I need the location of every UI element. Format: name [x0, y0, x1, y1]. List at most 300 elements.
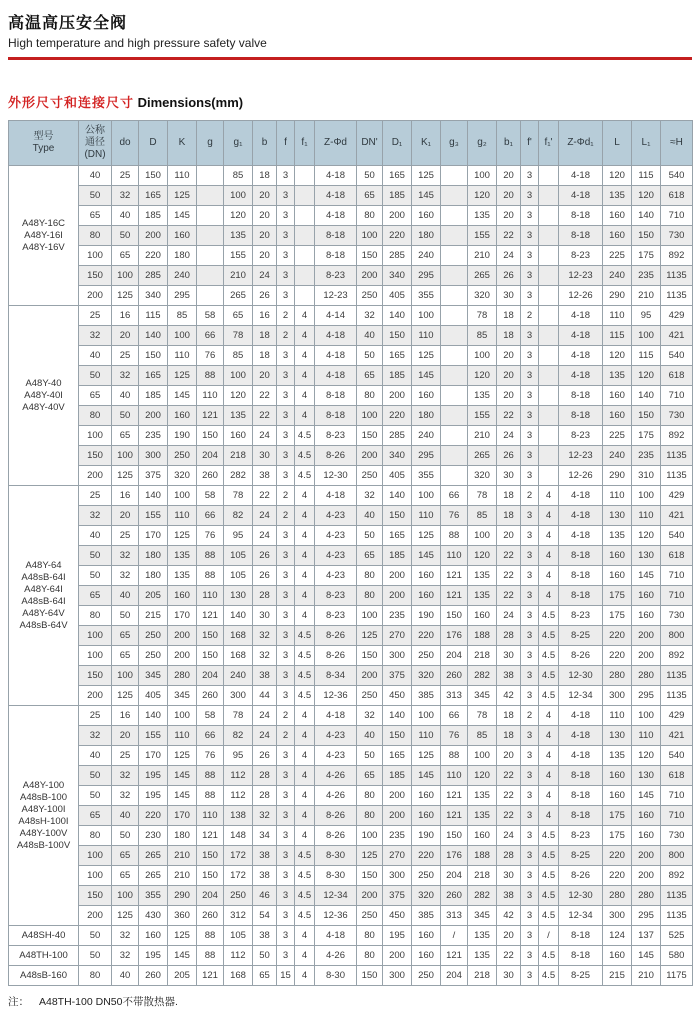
- dim-cell: 100: [79, 846, 112, 866]
- dim-cell: 145: [168, 766, 197, 786]
- dim-cell: [197, 206, 224, 226]
- dim-cell: 155: [468, 226, 497, 246]
- dim-cell: [441, 366, 468, 386]
- dim-cell: 22: [497, 226, 521, 246]
- dim-cell: 360: [168, 906, 197, 926]
- dim-cell: 313: [441, 686, 468, 706]
- dim-cell: 26: [497, 446, 521, 466]
- dim-cell: 3: [521, 806, 539, 826]
- dim-cell: 8-18: [559, 566, 603, 586]
- dim-cell: 4-18: [315, 486, 357, 506]
- dim-cell: 170: [168, 606, 197, 626]
- dim-cell: 3: [277, 946, 295, 966]
- dim-cell: 145: [632, 566, 661, 586]
- dim-cell: 4: [295, 926, 315, 946]
- dim-cell: 65: [357, 366, 383, 386]
- dim-cell: 65: [112, 246, 139, 266]
- dim-cell: 160: [412, 786, 441, 806]
- col-header: f: [277, 121, 295, 166]
- dim-cell: 76: [441, 506, 468, 526]
- dim-cell: 3: [521, 466, 539, 486]
- dim-cell: 100: [357, 826, 383, 846]
- dim-cell: 618: [661, 546, 693, 566]
- dim-cell: 20: [253, 226, 277, 246]
- dim-cell: 710: [661, 386, 693, 406]
- dim-cell: 8-18: [315, 406, 357, 426]
- table-row: [9, 706, 693, 726]
- table-row: [9, 466, 693, 486]
- dim-cell: 3: [277, 786, 295, 806]
- dim-cell: [441, 266, 468, 286]
- dim-cell: 20: [497, 166, 521, 186]
- dim-cell: 20: [497, 206, 521, 226]
- dim-cell: 50: [79, 766, 112, 786]
- dim-cell: 4: [295, 786, 315, 806]
- dim-cell: 4-18: [315, 206, 357, 226]
- dim-cell: 100: [412, 486, 441, 506]
- dim-cell: 4: [539, 506, 559, 526]
- dim-cell: 225: [603, 426, 632, 446]
- dim-cell: 80: [79, 406, 112, 426]
- dim-cell: 3: [521, 626, 539, 646]
- dim-cell: 355: [139, 886, 168, 906]
- dim-cell: 78: [468, 486, 497, 506]
- dim-cell: [539, 206, 559, 226]
- dim-cell: 730: [661, 606, 693, 626]
- dim-cell: 110: [412, 506, 441, 526]
- dim-cell: 3: [277, 466, 295, 486]
- dim-cell: 8-23: [559, 246, 603, 266]
- dim-cell: 12-23: [559, 446, 603, 466]
- dim-cell: 150: [357, 646, 383, 666]
- dim-cell: 4: [539, 706, 559, 726]
- dim-cell: 210: [168, 866, 197, 886]
- dim-cell: [539, 326, 559, 346]
- dimensions-table: [8, 120, 693, 986]
- dim-cell: 3: [521, 326, 539, 346]
- dim-cell: 185: [139, 206, 168, 226]
- dim-cell: 892: [661, 246, 693, 266]
- dim-cell: 8-26: [315, 806, 357, 826]
- dim-cell: 385: [412, 686, 441, 706]
- col-header: b₁: [497, 121, 521, 166]
- dim-cell: 20: [112, 506, 139, 526]
- dim-cell: 200: [383, 566, 412, 586]
- dim-cell: 3: [521, 186, 539, 206]
- dim-cell: 30: [497, 286, 521, 306]
- dim-cell: 235: [139, 426, 168, 446]
- dim-cell: 4: [295, 726, 315, 746]
- dim-cell: 160: [168, 226, 197, 246]
- dim-cell: 4.5: [539, 606, 559, 626]
- dim-cell: 320: [168, 466, 197, 486]
- dim-cell: 190: [412, 826, 441, 846]
- dim-cell: 4: [295, 586, 315, 606]
- dim-cell: 4: [295, 346, 315, 366]
- dim-cell: 8-26: [559, 866, 603, 886]
- dim-cell: 3: [277, 406, 295, 426]
- dim-cell: 4.5: [539, 826, 559, 846]
- dim-cell: 145: [412, 186, 441, 206]
- dim-cell: 125: [112, 466, 139, 486]
- dim-cell: 150: [441, 826, 468, 846]
- dim-cell: 8-26: [315, 646, 357, 666]
- dim-cell: 18: [497, 326, 521, 346]
- dim-cell: 20: [112, 326, 139, 346]
- dim-cell: [539, 366, 559, 386]
- dim-cell: 42: [497, 686, 521, 706]
- col-header: g₁: [224, 121, 253, 166]
- dim-cell: 120: [632, 746, 661, 766]
- dim-cell: 168: [224, 626, 253, 646]
- dim-cell: 260: [139, 966, 168, 986]
- dim-cell: 4: [539, 546, 559, 566]
- dim-cell: 32: [253, 806, 277, 826]
- dim-cell: [539, 306, 559, 326]
- dim-cell: 3: [521, 606, 539, 626]
- dim-cell: 150: [441, 606, 468, 626]
- dim-cell: 421: [661, 326, 693, 346]
- dim-cell: 66: [197, 506, 224, 526]
- dim-cell: 218: [468, 866, 497, 886]
- table-body: [9, 166, 693, 986]
- dim-cell: 430: [139, 906, 168, 926]
- dim-cell: 8-26: [559, 646, 603, 666]
- dim-cell: 200: [383, 786, 412, 806]
- dim-cell: 42: [497, 906, 521, 926]
- dim-cell: 115: [603, 326, 632, 346]
- dim-cell: 8-18: [559, 946, 603, 966]
- dim-cell: 8-18: [315, 246, 357, 266]
- dim-cell: 65: [357, 766, 383, 786]
- dim-cell: 205: [139, 586, 168, 606]
- dim-cell: 210: [468, 426, 497, 446]
- dim-cell: 80: [357, 586, 383, 606]
- dim-cell: 195: [383, 926, 412, 946]
- page-subtitle: High temperature and high pressure safety valve: [8, 36, 267, 50]
- dim-cell: 135: [603, 526, 632, 546]
- dim-cell: 250: [412, 966, 441, 986]
- dim-cell: 280: [632, 886, 661, 906]
- dim-cell: 220: [412, 846, 441, 866]
- dim-cell: 100: [632, 486, 661, 506]
- dim-cell: [539, 286, 559, 306]
- dim-cell: 100: [112, 666, 139, 686]
- dim-cell: 22: [497, 766, 521, 786]
- dim-cell: 32: [79, 326, 112, 346]
- dim-cell: 200: [383, 586, 412, 606]
- dim-cell: 180: [139, 546, 168, 566]
- col-header: K₁: [412, 121, 441, 166]
- dim-cell: 150: [357, 426, 383, 446]
- table-row: [9, 906, 693, 926]
- dim-cell: 4-18: [559, 526, 603, 546]
- dim-cell: 137: [632, 926, 661, 946]
- dim-cell: 2: [277, 306, 295, 326]
- dim-cell: 300: [139, 446, 168, 466]
- dim-cell: 165: [383, 526, 412, 546]
- dim-cell: 210: [224, 266, 253, 286]
- dim-cell: [197, 286, 224, 306]
- dim-cell: 121: [441, 806, 468, 826]
- section-heading-zh: 外形尺寸和连接尺寸: [8, 95, 135, 110]
- dim-cell: 3: [277, 606, 295, 626]
- dim-cell: 4-18: [315, 346, 357, 366]
- dim-cell: 3: [277, 226, 295, 246]
- dim-cell: 4: [539, 746, 559, 766]
- dim-cell: 185: [383, 366, 412, 386]
- dim-cell: 125: [168, 746, 197, 766]
- dim-cell: 82: [224, 506, 253, 526]
- dim-cell: 8-34: [315, 666, 357, 686]
- dim-cell: 100: [632, 706, 661, 726]
- dim-cell: 230: [139, 826, 168, 846]
- dim-cell: 50: [112, 406, 139, 426]
- dim-cell: 140: [383, 486, 412, 506]
- col-header: ≈H: [661, 121, 693, 166]
- dim-cell: 32: [79, 506, 112, 526]
- dim-cell: [441, 286, 468, 306]
- dim-cell: 125: [112, 686, 139, 706]
- dim-cell: 88: [197, 566, 224, 586]
- dim-cell: 4-18: [559, 166, 603, 186]
- dim-cell: 188: [468, 626, 497, 646]
- dim-cell: 204: [197, 446, 224, 466]
- table-row: [9, 926, 693, 946]
- dim-cell: 100: [112, 446, 139, 466]
- dim-cell: 1135: [661, 906, 693, 926]
- dim-cell: 25: [112, 346, 139, 366]
- dim-cell: 110: [632, 506, 661, 526]
- dim-cell: 4-18: [559, 326, 603, 346]
- dim-cell: 250: [412, 866, 441, 886]
- dim-cell: 22: [497, 566, 521, 586]
- dim-cell: 170: [168, 806, 197, 826]
- dim-cell: 8-25: [559, 846, 603, 866]
- dim-cell: 3: [521, 226, 539, 246]
- dim-cell: 145: [412, 766, 441, 786]
- dim-cell: 26: [253, 546, 277, 566]
- dim-cell: 3: [277, 686, 295, 706]
- dim-cell: 3: [277, 346, 295, 366]
- dim-cell: 140: [632, 386, 661, 406]
- dim-cell: 4: [539, 566, 559, 586]
- dim-cell: 4.5: [295, 866, 315, 886]
- dim-cell: 3: [521, 906, 539, 926]
- dim-cell: 313: [441, 906, 468, 926]
- dim-cell: 65: [79, 806, 112, 826]
- dim-cell: 50: [357, 166, 383, 186]
- dim-cell: 112: [224, 766, 253, 786]
- dim-cell: 155: [224, 246, 253, 266]
- dim-cell: [295, 166, 315, 186]
- dim-cell: 12-26: [559, 466, 603, 486]
- dim-cell: 185: [383, 186, 412, 206]
- dim-cell: 8-25: [559, 966, 603, 986]
- table-row: [9, 686, 693, 706]
- dim-cell: 3: [521, 286, 539, 306]
- dim-cell: 28: [253, 586, 277, 606]
- dim-cell: 3: [521, 586, 539, 606]
- dim-cell: 32: [112, 366, 139, 386]
- dim-cell: [295, 226, 315, 246]
- dim-cell: 160: [168, 406, 197, 426]
- dim-cell: 300: [224, 686, 253, 706]
- dim-cell: 8-18: [559, 206, 603, 226]
- dim-cell: 204: [441, 646, 468, 666]
- dim-cell: 4.5: [539, 846, 559, 866]
- dim-cell: 100: [468, 526, 497, 546]
- dim-cell: 618: [661, 186, 693, 206]
- dim-cell: 892: [661, 426, 693, 446]
- dim-cell: 100: [224, 366, 253, 386]
- dim-cell: 4-18: [559, 366, 603, 386]
- dim-cell: 160: [468, 606, 497, 626]
- dim-cell: 892: [661, 866, 693, 886]
- dim-cell: 4.5: [539, 646, 559, 666]
- dim-cell: 260: [441, 886, 468, 906]
- dim-cell: 240: [603, 446, 632, 466]
- col-header: do: [112, 121, 139, 166]
- dim-cell: 50: [79, 546, 112, 566]
- dim-cell: 50: [253, 946, 277, 966]
- dim-cell: 2: [277, 726, 295, 746]
- dim-cell: 3: [521, 426, 539, 446]
- dim-cell: 180: [139, 566, 168, 586]
- dim-cell: 200: [357, 886, 383, 906]
- dim-cell: 58: [197, 706, 224, 726]
- dim-cell: 121: [441, 786, 468, 806]
- dim-cell: 3: [277, 846, 295, 866]
- dim-cell: 150: [79, 266, 112, 286]
- dim-cell: 46: [253, 886, 277, 906]
- dim-cell: 135: [468, 586, 497, 606]
- dim-cell: 3: [521, 766, 539, 786]
- dim-cell: 8-23: [315, 606, 357, 626]
- dim-cell: 1135: [661, 466, 693, 486]
- type-cell: A48sB-160: [9, 966, 79, 986]
- dim-cell: [441, 446, 468, 466]
- dim-cell: 385: [412, 906, 441, 926]
- type-cell: A48Y-100 A48sB-100 A48Y-100I A48sH-100I A48Y-100V A48sB-100V: [9, 706, 79, 926]
- dim-cell: 240: [412, 246, 441, 266]
- dim-cell: 188: [468, 846, 497, 866]
- dim-cell: 160: [412, 926, 441, 946]
- dim-cell: 100: [79, 426, 112, 446]
- table-row: [9, 746, 693, 766]
- dim-cell: 2: [277, 506, 295, 526]
- dim-cell: 200: [383, 386, 412, 406]
- dim-cell: 100: [468, 166, 497, 186]
- type-cell: A48Y-64 A48sB-64I A48Y-64I A48sB-64I A48Y-64V A48sB-64V: [9, 486, 79, 706]
- dim-cell: 3: [277, 806, 295, 826]
- dim-cell: 260: [197, 686, 224, 706]
- dim-cell: 8-18: [559, 386, 603, 406]
- dim-cell: 145: [168, 206, 197, 226]
- dim-cell: 12-34: [559, 906, 603, 926]
- dim-cell: 295: [412, 266, 441, 286]
- dim-cell: 295: [632, 906, 661, 926]
- dim-cell: 26: [497, 266, 521, 286]
- dim-cell: [295, 186, 315, 206]
- dim-cell: 100: [168, 486, 197, 506]
- dim-cell: 218: [468, 646, 497, 666]
- dim-cell: 150: [632, 226, 661, 246]
- dim-cell: 220: [383, 226, 412, 246]
- dim-cell: 50: [112, 606, 139, 626]
- page-title: 高温高压安全阀: [8, 15, 128, 32]
- dim-cell: 65: [224, 306, 253, 326]
- dim-cell: 175: [603, 806, 632, 826]
- dim-cell: 160: [603, 206, 632, 226]
- dim-cell: 125: [412, 526, 441, 546]
- dim-cell: 100: [79, 626, 112, 646]
- dim-cell: 3: [277, 566, 295, 586]
- dim-cell: 110: [603, 306, 632, 326]
- dim-cell: 4-26: [315, 946, 357, 966]
- dim-cell: 405: [383, 286, 412, 306]
- dim-cell: 429: [661, 706, 693, 726]
- dim-cell: 160: [603, 566, 632, 586]
- dim-cell: 54: [253, 906, 277, 926]
- dim-cell: 18: [497, 726, 521, 746]
- dim-cell: 165: [383, 166, 412, 186]
- dim-cell: 4-14: [315, 306, 357, 326]
- dim-cell: 88: [197, 546, 224, 566]
- dim-cell: 4.5: [539, 946, 559, 966]
- dim-cell: 65: [79, 386, 112, 406]
- dim-cell: 340: [139, 286, 168, 306]
- dim-cell: 160: [168, 586, 197, 606]
- dim-cell: 110: [197, 586, 224, 606]
- dim-cell: 3: [521, 966, 539, 986]
- dim-cell: 260: [197, 906, 224, 926]
- dim-cell: 168: [224, 966, 253, 986]
- dim-cell: 165: [139, 186, 168, 206]
- dim-cell: 710: [661, 566, 693, 586]
- dim-cell: 8-23: [559, 606, 603, 626]
- dim-cell: 38: [253, 846, 277, 866]
- dim-cell: 200: [632, 626, 661, 646]
- dim-cell: 80: [79, 606, 112, 626]
- dim-cell: 20: [497, 386, 521, 406]
- dim-cell: 150: [139, 166, 168, 186]
- dim-cell: 4: [295, 366, 315, 386]
- dim-cell: 26: [253, 286, 277, 306]
- dim-cell: 175: [603, 606, 632, 626]
- dim-cell: 250: [412, 646, 441, 666]
- dim-cell: 8-18: [559, 766, 603, 786]
- dim-cell: 204: [441, 966, 468, 986]
- table-row: [9, 206, 693, 226]
- dim-cell: 170: [139, 746, 168, 766]
- dim-cell: 110: [441, 546, 468, 566]
- dim-cell: 3: [277, 646, 295, 666]
- dim-cell: 285: [383, 426, 412, 446]
- dim-cell: 165: [383, 746, 412, 766]
- dim-cell: 120: [632, 366, 661, 386]
- dim-cell: 110: [168, 506, 197, 526]
- dim-cell: 180: [168, 246, 197, 266]
- dim-cell: 4.5: [295, 846, 315, 866]
- dim-cell: 140: [139, 486, 168, 506]
- dim-cell: 160: [412, 586, 441, 606]
- dim-cell: 85: [468, 326, 497, 346]
- dim-cell: 150: [79, 446, 112, 466]
- dim-cell: 135: [168, 546, 197, 566]
- dim-cell: 160: [603, 546, 632, 566]
- dim-cell: 8-18: [315, 386, 357, 406]
